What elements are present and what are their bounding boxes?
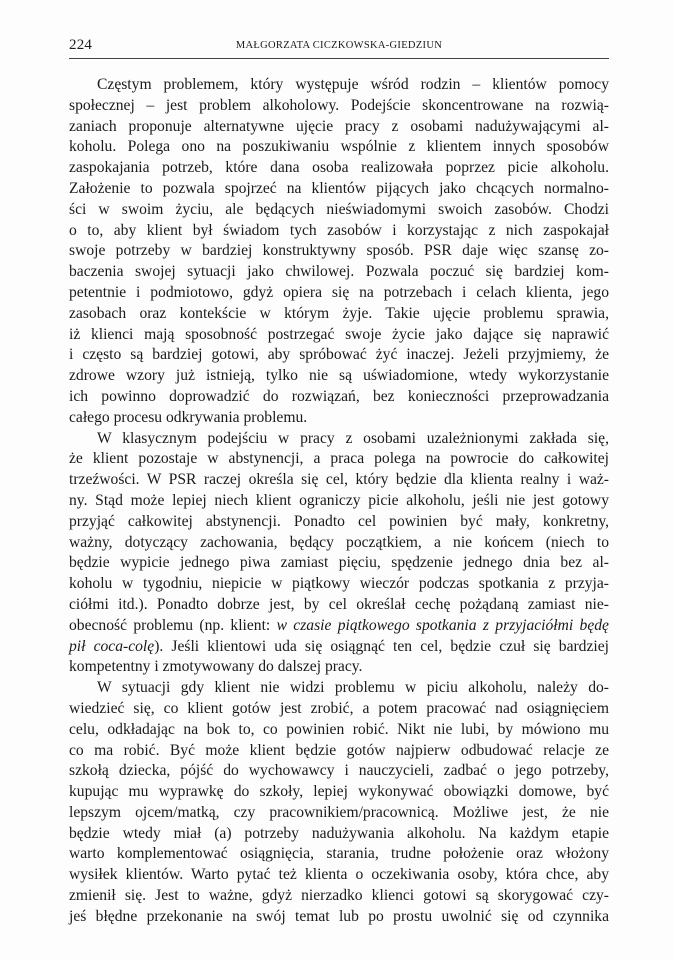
text-line: kupując mu wyprawkę do szkoły, lepiej wykonywać obowiązki domowe, być xyxy=(69,783,609,801)
text-line: będzie wtedy miał (a) potrzeby nadużywania alkoholu. Na każdym etapie xyxy=(69,824,609,842)
text-line: o to, aby klient był świadom tych zasobów i korzystając z nich zaspokajał xyxy=(69,221,609,239)
page-number: 224 xyxy=(69,37,93,53)
text-line: W klasycznym podejściu w pracy z osobami uzależnionymi zakłada się, xyxy=(97,429,609,447)
text-line: i często są bardziej gotowi, aby spróbować żyć inaczej. Jeżeli przyjmiemy, że xyxy=(69,346,609,364)
text-line-mixed xyxy=(69,637,609,658)
text-line: baczenia swojej sytuacji jako chwilowej. Pozwala poczuć się bardziej kom- xyxy=(69,263,609,281)
text-line: zaniach proponuje alternatywne ujęcie pracy z osobami nadużywającymi al- xyxy=(69,117,609,135)
text-line: koholu. Polega ono na poszukiwaniu wspólnie z klientem innych sposobów xyxy=(69,138,609,156)
text-line: społecznej – jest problem alkoholowy. Podejście skoncentrowane na rozwią- xyxy=(69,96,609,114)
italic-quote: pił coca-colę xyxy=(69,637,155,655)
text-line-mixed xyxy=(69,616,609,637)
text-line: ich powinno doprowadzić do rozwiązań, bez konieczności przeprowadzania xyxy=(69,387,609,405)
text-line: warto komplementować osiągnięcia, starania, trudne położenie oraz włożony xyxy=(69,845,609,863)
text-line: zaspokajania potrzeb, które dana osoba realizowała poprzez picie alkoholu. xyxy=(69,159,609,177)
text-line: wysiłek klientów. Warto pytać też klienta o oczekiwania osoby, która chce, aby xyxy=(69,866,609,884)
text-line: trzeźwości. W PSR raczej określa się cel, który będzie dla klienta realny i waż- xyxy=(69,471,609,489)
text-run: obecność problemu (np. klient: xyxy=(69,616,277,634)
body-text xyxy=(69,75,609,928)
text-line: ciółmi itd.). Ponadto dobrze jest, by cel określał cechę pożądaną zamiast nie- xyxy=(69,595,609,613)
text-line: co ma robić. Być może klient będzie gotów najpierw odbudować relacje ze xyxy=(69,741,609,759)
text-line: swoje potrzeby w bardziej konstruktywny sposób. PSR daje więc szansę zo- xyxy=(69,242,609,260)
text-line: szkołą dziecka, pójść do wychowawcy i nauczycieli, zadbać o jego potrzeby, xyxy=(69,762,609,780)
page-header xyxy=(69,36,609,59)
text-line: że klient pozostaje w abstynencji, a praca polega na powrocie do całkowitej xyxy=(69,450,609,468)
text-line: ny. Stąd może lepiej niech klient ograniczy picie alkoholu, jeśli nie jest gotowy xyxy=(69,491,609,509)
text-line: całego procesu odkrywania problemu. xyxy=(69,408,308,426)
text-line: przyjąć całkowitej abstynencji. Ponadto cel powinien być mały, konkretny, xyxy=(69,512,609,530)
text-line: W sytuacji gdy klient nie widzi problemu w piciu alkoholu, należy do- xyxy=(97,679,609,697)
text-line: lepszym ojcem/matką, czy pracownikiem/pracownicą. Możliwe jest, że nie xyxy=(69,803,609,821)
text-line: jeś błędne przekonanie na swój temat lub po prostu uwolnić się od czynnika xyxy=(69,907,609,925)
text-line: kompetentny i zmotywowany do dalszej pracy. xyxy=(69,658,363,676)
text-line: wiedzieć się, co klient gotów jest zrobić, a potem pracować nad osiągnięciem xyxy=(69,699,609,717)
text-line: Założenie to pozwala spojrzeć na klientów pijących jako chcących normalno- xyxy=(69,179,609,197)
text-line: zdrowe wzory już istnieją, tylko nie są uświadomione, wtedy wykorzystanie xyxy=(69,367,609,385)
text-line: zmienił się. Jest to ważne, gdyż nierzadko klienci gotowi są skorygować czy- xyxy=(69,887,609,905)
text-line: koholu w tygodniu, niepicie w piątkowy wieczór podczas spotkania z przyja- xyxy=(69,575,609,593)
text-line: Częstym problemem, który występuje wśród rodzin – klientów pomocy xyxy=(97,76,609,93)
text-line: iż klienci mają sposobność postrzegać swoje życie jako dające się naprawić xyxy=(69,325,609,343)
italic-quote: w czasie piątkowego spotkania z przyjaciółmi będę xyxy=(276,616,609,634)
text-line: petentnie i podmiotowo, gdyż opiera się na potrzebach i celach klienta, jego xyxy=(69,283,609,301)
running-head: MAŁGORZATA CICZKOWSKA-GIEDZIUN xyxy=(235,40,443,51)
text-line: zasobach oraz kontekście w którym żyje. Takie ujęcie problemu sprawia, xyxy=(69,304,609,322)
text-line: będzie wypicie jednego piwa zamiast pięciu, spędzenie jednego dnia bez al- xyxy=(69,554,609,572)
text-line: celu, odkładając na bok to, co powinien robić. Nikt nie lubi, by mówiono mu xyxy=(69,720,609,738)
text-line: ści w swoim życiu, ale będących nieświadomymi swoich zasobów. Chodzi xyxy=(69,200,609,218)
text-line: ważny, dotyczący zachowania, będący początkiem, a nie końcem (niech to xyxy=(69,533,609,551)
text-run: ). Jeśli klientowi uda się osiągnąć ten cel, będzie czuł się bardziej xyxy=(154,637,609,655)
